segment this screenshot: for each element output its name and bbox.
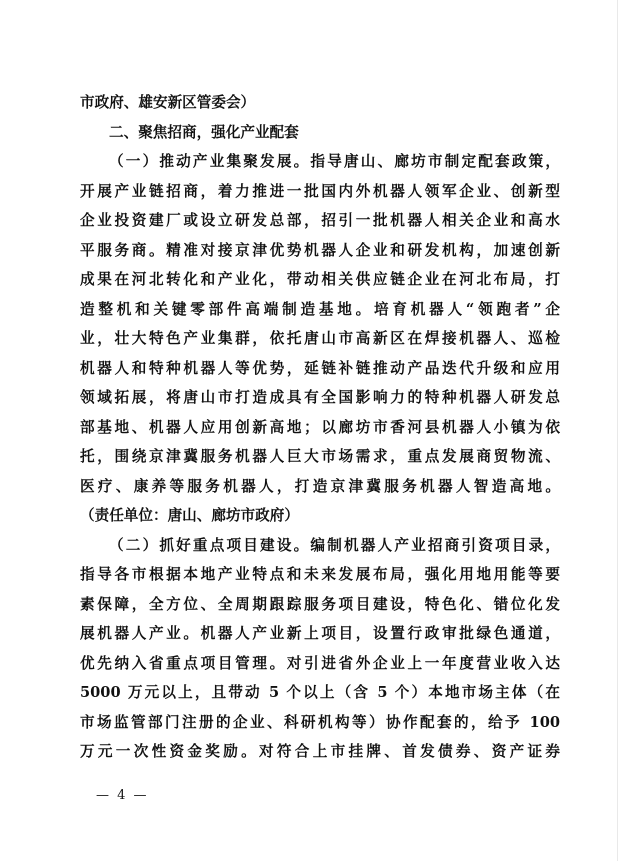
page-margin-line: [617, 0, 618, 861]
text-line: 企业投资建厂或设立研发总部，招引一批机器人相关企业和高水: [80, 212, 560, 229]
text-line: 医疗、康养等服务机器人，打造京津冀服务机器人智造高地。: [80, 477, 560, 495]
text-line: （一）推动产业集聚发展。指导唐山、廊坊市制定配套政策，: [109, 153, 560, 170]
text-line: 部基地、机器人应用创新高地；以廊坊市香河县机器人小镇为依: [80, 418, 560, 436]
text-line: 5000 万元以上，且带动 5 个以上（含 5 个）本地市场主体（在: [80, 684, 560, 701]
text-line: （二）抓好重点项目建设。编制机器人产业招商引资项目录，: [109, 536, 560, 554]
text-line: 托，围绕京津冀服务机器人巨大市场需求，重点发展商贸物流、: [80, 448, 560, 465]
text-line: 万元一次性资金奖励。对符合上市挂牌、首发债券、资产证券: [80, 743, 560, 760]
text-line: 平服务商。精准对接京津优势机器人企业和研发机构，加速创新: [80, 241, 560, 259]
document-body: [80, 88, 560, 767]
text-line: （责任单位：唐山、廊坊市政府）: [80, 507, 299, 524]
text-line: 机器人和特种机器人等优势，延链补链推动产品迭代升级和应用: [80, 359, 560, 377]
section-heading: 二、聚焦招商，强化产业配套: [109, 123, 299, 141]
text-line: 开展产业链招商，着力推进一批国内外机器人领军企业、创新型: [80, 182, 560, 200]
text-line: 市场监管部门注册的企业、科研机构等）协作配套的，给予 100: [80, 713, 560, 731]
text-line: 业，壮大特色产业集群，依托唐山市高新区在焊接机器人、巡检: [80, 330, 560, 347]
text-line: 素保障，全方位、全周期跟踪服务项目建设，特色化、错位化发: [80, 595, 560, 613]
page-number: — 4 —: [96, 788, 149, 803]
text-line: 市政府、雄安新区管委会）: [80, 94, 256, 111]
text-line: 展机器人产业。机器人产业新上项目，设置行政审批绿色通道，: [80, 625, 560, 642]
text-line: 优先纳入省重点项目管理。对引进省外企业上一年度营业收入达: [80, 654, 560, 672]
text-line: 领域拓展，将唐山市打造成具有全国影响力的特种机器人研发总: [80, 389, 560, 406]
text-line: 指导各市根据本地产业特点和未来发展布局，强化用地用能等要: [80, 566, 560, 583]
text-line: 成果在河北转化和产业化，带动相关供应链企业在河北布局，打: [80, 271, 560, 288]
text-line: 造整机和关键零部件高端制造基地。培育机器人“领跑者”企: [80, 300, 560, 318]
